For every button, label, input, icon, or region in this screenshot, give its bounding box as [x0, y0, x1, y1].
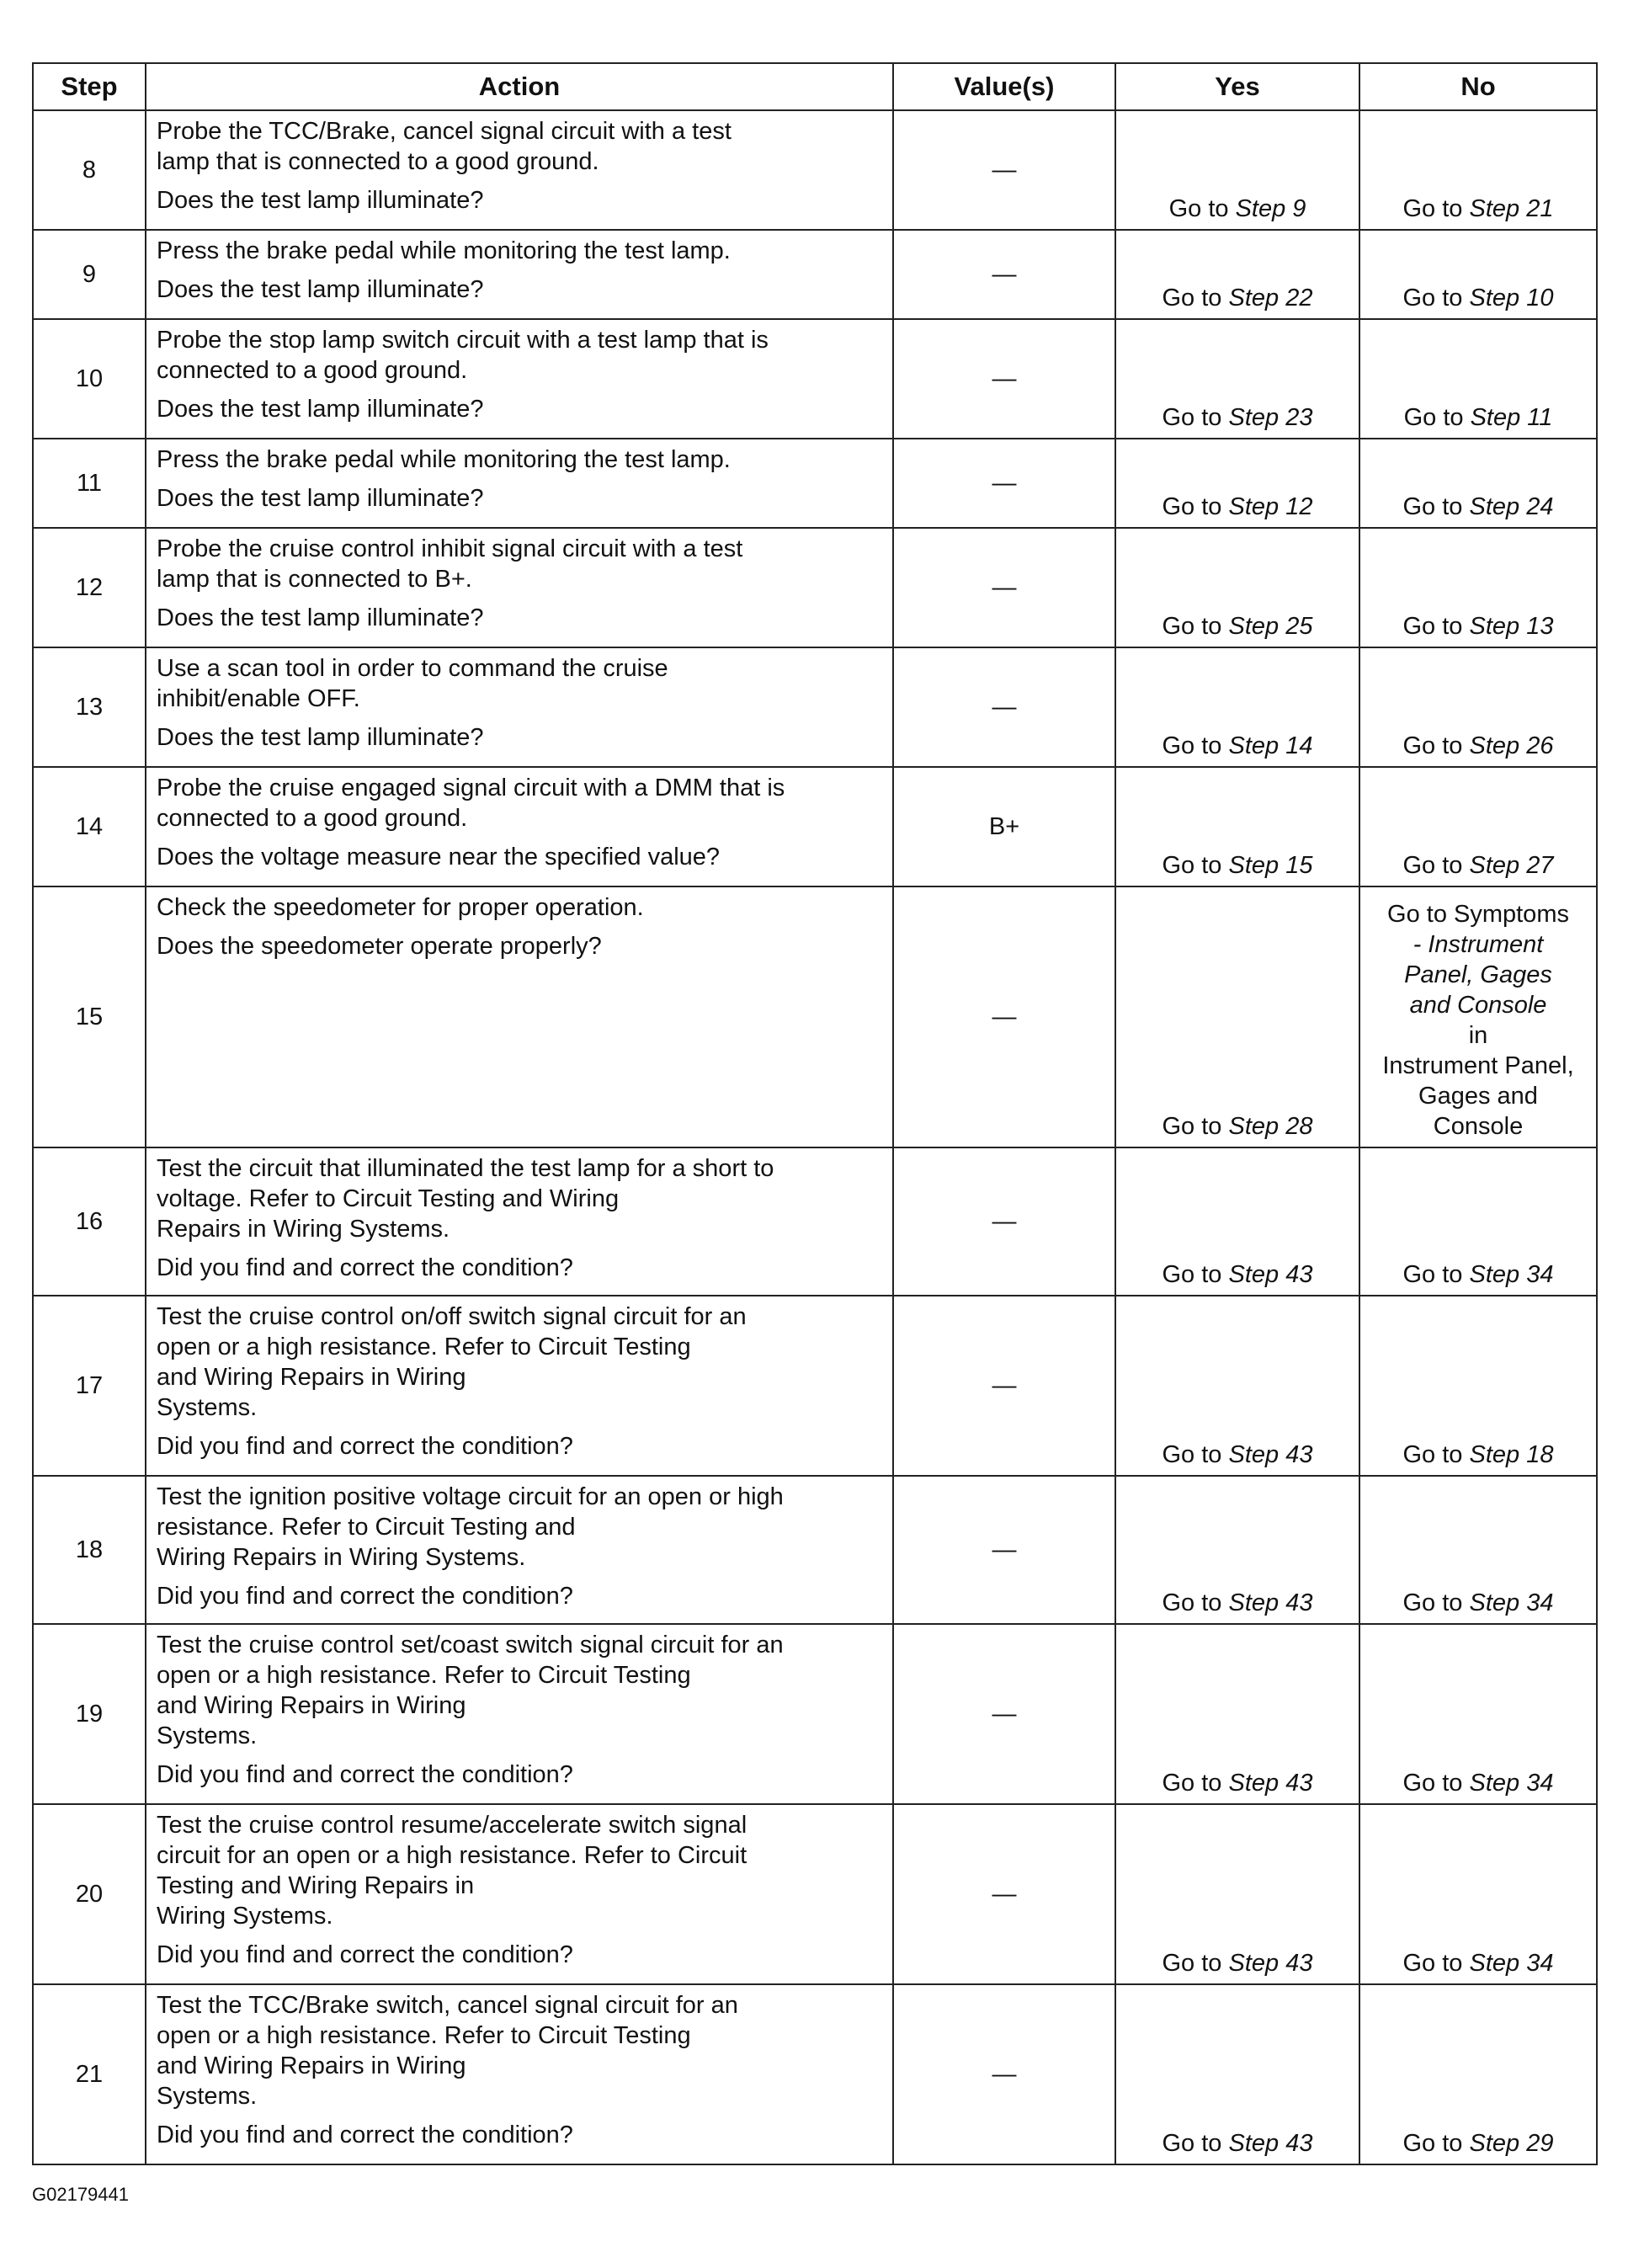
action-cell [146, 1804, 893, 1984]
no-cell [1359, 230, 1597, 319]
action-cell [146, 1624, 893, 1804]
action-text: open or a high resistance. Refer to Circuit Testing [157, 1662, 691, 1689]
no-goto-label: Go to [1402, 285, 1470, 311]
action-question: Does the voltage measure near the specified value? [157, 844, 721, 870]
value-cell [893, 439, 1115, 528]
value-cell [893, 1984, 1115, 2164]
yes-cell [1115, 1147, 1359, 1296]
step-number: 20 [33, 1804, 146, 1984]
yes-cell [1115, 319, 1359, 439]
no-cell [1359, 886, 1597, 1147]
yes-step-link[interactable]: Step 23 [1228, 404, 1313, 431]
table-row [33, 1624, 1597, 1804]
action-text: Repairs in Wiring Systems. [157, 1216, 450, 1243]
action-cell [146, 110, 893, 230]
action-text: Test the cruise control resume/accelerate switch signal [157, 1812, 747, 1839]
action-cell [146, 1984, 893, 2164]
yes-goto-label: Go to [1168, 195, 1236, 222]
step-number: 8 [33, 110, 146, 230]
yes-step-link[interactable]: Step 25 [1228, 613, 1313, 640]
step-number: 17 [33, 1296, 146, 1476]
step-number: 14 [33, 767, 146, 886]
action-text: lamp that is connected to a good ground. [157, 148, 599, 175]
yes-cell [1115, 110, 1359, 230]
step-number: 19 [33, 1624, 146, 1804]
header-action: Action [146, 63, 893, 110]
yes-cell [1115, 1624, 1359, 1804]
yes-step-link[interactable]: Step 43 [1228, 1589, 1313, 1616]
step-number: 12 [33, 528, 146, 647]
action-question: Does the test lamp illuminate? [157, 604, 484, 631]
no-step-link[interactable]: Step 18 [1469, 1441, 1554, 1468]
yes-cell [1115, 886, 1359, 1147]
no-cell [1359, 439, 1597, 528]
action-text: Test the ignition positive voltage circuit for an open or high [157, 1483, 784, 1510]
no-step-link[interactable]: Step 11 [1470, 404, 1553, 431]
no-step-link[interactable]: Step 26 [1469, 732, 1554, 759]
yes-goto-label: Go to [1162, 732, 1229, 759]
action-text: and Wiring Repairs in Wiring [157, 1364, 466, 1391]
action-text: and Wiring Repairs in Wiring [157, 2052, 466, 2079]
table-row [33, 1147, 1597, 1296]
action-question: Did you find and correct the condition? [157, 1761, 573, 1788]
no-text-line[interactable]: Go to Symptoms [1387, 901, 1569, 928]
no-step-link[interactable]: Step 29 [1469, 2130, 1554, 2157]
action-cell [146, 1476, 893, 1624]
header-yes: Yes [1115, 63, 1359, 110]
yes-goto-label: Go to [1162, 493, 1229, 520]
action-text: Press the brake pedal while monitoring the test lamp. [157, 446, 731, 473]
value-text: — [992, 1372, 1017, 1399]
yes-step-link[interactable]: Step 43 [1228, 1441, 1313, 1468]
table-row [33, 439, 1597, 528]
yes-goto-label: Go to [1162, 404, 1229, 431]
no-cell [1359, 1147, 1597, 1296]
value-text: — [992, 470, 1017, 497]
value-cell [893, 767, 1115, 886]
no-cell [1359, 767, 1597, 886]
action-question: Does the test lamp illuminate? [157, 276, 484, 303]
step-number: 9 [33, 230, 146, 319]
action-text: open or a high resistance. Refer to Circuit Testing [157, 1334, 691, 1360]
table-row [33, 767, 1597, 886]
value-cell [893, 1476, 1115, 1624]
step-number: 15 [33, 886, 146, 1147]
yes-step-link[interactable]: Step 43 [1228, 1950, 1313, 1977]
step-number: 11 [33, 439, 146, 528]
action-cell [146, 647, 893, 767]
action-text: inhibit/enable OFF. [157, 685, 360, 712]
no-step-link[interactable]: Step 34 [1469, 1770, 1554, 1797]
action-text: Probe the cruise control inhibit signal circuit with a test [157, 535, 743, 562]
action-text: lamp that is connected to B+. [157, 566, 472, 593]
no-cell [1359, 1624, 1597, 1804]
yes-step-link[interactable]: Step 9 [1235, 195, 1306, 222]
yes-cell [1115, 1984, 1359, 2164]
no-step-link[interactable]: Step 10 [1469, 285, 1554, 311]
action-question: Does the test lamp illuminate? [157, 396, 484, 423]
step-number: 16 [33, 1147, 146, 1296]
action-text: connected to a good ground. [157, 357, 468, 384]
table-row [33, 230, 1597, 319]
action-cell [146, 1296, 893, 1476]
table-row [33, 886, 1597, 1147]
yes-cell [1115, 767, 1359, 886]
value-text: — [992, 694, 1017, 721]
value-text: — [992, 157, 1017, 184]
no-text-line: Instrument Panel, [1382, 1052, 1574, 1079]
yes-goto-label: Go to [1162, 1441, 1229, 1468]
action-cell [146, 767, 893, 886]
action-text: Systems. [157, 1394, 258, 1421]
value-cell [893, 1147, 1115, 1296]
yes-cell [1115, 439, 1359, 528]
action-text: Press the brake pedal while monitoring the test lamp. [157, 237, 731, 264]
header-row [33, 63, 1597, 110]
step-number: 18 [33, 1476, 146, 1624]
value-cell [893, 110, 1115, 230]
no-text-line: Panel, Gages [1404, 961, 1552, 988]
value-text: B+ [988, 813, 1020, 840]
no-text-line: Console [1433, 1113, 1524, 1140]
value-cell [893, 1296, 1115, 1476]
action-text: Testing and Wiring Repairs in [157, 1872, 475, 1899]
no-goto-label: Go to [1402, 852, 1470, 879]
yes-cell [1115, 1804, 1359, 1984]
yes-cell [1115, 528, 1359, 647]
action-cell [146, 1147, 893, 1296]
no-step-link[interactable]: Step 34 [1469, 1950, 1554, 1977]
table-row [33, 528, 1597, 647]
no-cell [1359, 1804, 1597, 1984]
value-text: — [992, 1536, 1017, 1563]
no-goto-label: Go to [1402, 613, 1470, 640]
figure-id: G02179441 [32, 2184, 129, 2205]
action-text: open or a high resistance. Refer to Circuit Testing [157, 2022, 691, 2049]
action-text: Systems. [157, 1722, 258, 1749]
action-cell [146, 230, 893, 319]
action-question: Does the test lamp illuminate? [157, 724, 484, 751]
value-text: — [992, 574, 1017, 601]
no-step-link[interactable]: Step 21 [1469, 195, 1554, 222]
no-goto-label: Go to [1402, 195, 1470, 222]
yes-goto-label: Go to [1162, 1589, 1229, 1616]
action-text: circuit for an open or a high resistance. Refer to Circuit [157, 1842, 747, 1869]
table-row [33, 1984, 1597, 2164]
yes-goto-label: Go to [1162, 2130, 1229, 2157]
table-row [33, 1476, 1597, 1624]
value-cell [893, 230, 1115, 319]
action-text: Test the cruise control set/coast switch signal circuit for an [157, 1632, 784, 1658]
table-body [33, 110, 1597, 2164]
yes-goto-label: Go to [1162, 1113, 1229, 1140]
yes-cell [1115, 647, 1359, 767]
no-cell [1359, 319, 1597, 439]
action-text: Wiring Systems. [157, 1903, 333, 1930]
no-goto-label: Go to [1402, 1770, 1470, 1797]
action-text: Systems. [157, 2083, 258, 2110]
header-no: No [1359, 63, 1597, 110]
step-number: 13 [33, 647, 146, 767]
no-cell [1359, 1984, 1597, 2164]
action-question: Did you find and correct the condition? [157, 1254, 573, 1281]
action-question: Did you find and correct the condition? [157, 2122, 573, 2148]
action-text: Use a scan tool in order to command the cruise [157, 655, 668, 682]
yes-goto-label: Go to [1162, 1261, 1229, 1288]
yes-step-link[interactable]: Step 12 [1228, 493, 1313, 520]
yes-step-link[interactable]: Step 14 [1228, 732, 1313, 759]
yes-cell [1115, 1296, 1359, 1476]
action-text: connected to a good ground. [157, 805, 468, 832]
value-cell [893, 886, 1115, 1147]
action-cell [146, 886, 893, 1147]
yes-cell [1115, 1476, 1359, 1624]
value-text: — [992, 1881, 1017, 1908]
action-text: Test the TCC/Brake switch, cancel signal circuit for an [157, 1992, 738, 2019]
action-text: Probe the stop lamp switch circuit with a test lamp that is [157, 327, 769, 354]
table-row [33, 1804, 1597, 1984]
yes-goto-label: Go to [1162, 852, 1229, 879]
no-text-line: - Instrument [1413, 931, 1544, 958]
no-goto-label: Go to [1402, 1261, 1470, 1288]
header-step: Step [33, 63, 146, 110]
header-values: Value(s) [893, 63, 1115, 110]
value-cell [893, 1804, 1115, 1984]
yes-step-link[interactable]: Step 43 [1228, 1261, 1313, 1288]
step-number: 10 [33, 319, 146, 439]
no-step-link[interactable]: Step 34 [1469, 1589, 1554, 1616]
yes-step-link[interactable]: Step 15 [1228, 852, 1313, 879]
action-cell [146, 319, 893, 439]
action-text: Test the cruise control on/off switch signal circuit for an [157, 1303, 747, 1330]
diagnostic-table [32, 62, 1598, 2165]
table-row [33, 319, 1597, 439]
action-question: Does the speedometer operate properly? [157, 933, 602, 960]
action-text: Test the circuit that illuminated the test lamp for a short to [157, 1155, 774, 1182]
no-step-link[interactable]: Step 27 [1469, 852, 1554, 879]
no-goto-label: Go to [1402, 732, 1470, 759]
action-text: Probe the TCC/Brake, cancel signal circuit with a test [157, 118, 732, 145]
no-cell [1359, 1476, 1597, 1624]
action-question: Did you find and correct the condition? [157, 1433, 573, 1460]
action-cell [146, 528, 893, 647]
no-cell [1359, 1296, 1597, 1476]
no-goto-label: Go to [1402, 2130, 1470, 2157]
no-text-line: and Console [1409, 992, 1547, 1019]
no-goto-label: Go to [1402, 493, 1470, 520]
yes-step-link[interactable]: Step 28 [1228, 1113, 1313, 1140]
value-cell [893, 1624, 1115, 1804]
yes-goto-label: Go to [1162, 1950, 1229, 1977]
value-cell [893, 319, 1115, 439]
action-text: voltage. Refer to Circuit Testing and Wiring [157, 1185, 620, 1212]
action-text: Probe the cruise engaged signal circuit with a DMM that is [157, 775, 785, 801]
no-goto-label: Go to [1403, 404, 1471, 431]
no-cell [1359, 528, 1597, 647]
action-question: Did you find and correct the condition? [157, 1941, 573, 1968]
no-goto-label: Go to [1402, 1589, 1470, 1616]
no-text-line: Gages and [1418, 1083, 1538, 1110]
no-step-link[interactable]: Step 24 [1469, 493, 1554, 520]
no-cell [1359, 110, 1597, 230]
table-row [33, 1296, 1597, 1476]
yes-goto-label: Go to [1162, 285, 1229, 311]
no-goto-label: Go to [1402, 1441, 1470, 1468]
no-step-link[interactable]: Step 34 [1469, 1261, 1554, 1288]
yes-goto-label: Go to [1162, 1770, 1229, 1797]
no-goto-label: Go to [1402, 1950, 1470, 1977]
action-text: Wiring Repairs in Wiring Systems. [157, 1544, 526, 1571]
action-text: resistance. Refer to Circuit Testing and [157, 1514, 576, 1541]
value-text: — [992, 1004, 1017, 1030]
action-question: Does the test lamp illuminate? [157, 485, 484, 512]
step-number: 21 [33, 1984, 146, 2164]
action-text: Check the speedometer for proper operation. [157, 894, 644, 921]
no-text-line: in [1468, 1022, 1488, 1049]
value-text: — [992, 2061, 1017, 2088]
value-text: — [992, 1701, 1017, 1728]
no-cell [1359, 647, 1597, 767]
value-text: — [992, 261, 1017, 288]
action-question: Does the test lamp illuminate? [157, 187, 484, 214]
value-cell [893, 528, 1115, 647]
action-text: and Wiring Repairs in Wiring [157, 1692, 466, 1719]
yes-step-link[interactable]: Step 22 [1228, 285, 1313, 311]
yes-step-link[interactable]: Step 43 [1228, 1770, 1313, 1797]
value-text: — [992, 1208, 1017, 1235]
table-row [33, 110, 1597, 230]
yes-goto-label: Go to [1162, 613, 1229, 640]
action-cell [146, 439, 893, 528]
action-question: Did you find and correct the condition? [157, 1583, 573, 1610]
value-cell [893, 647, 1115, 767]
table-row [33, 647, 1597, 767]
yes-step-link[interactable]: Step 43 [1228, 2130, 1313, 2157]
yes-cell [1115, 230, 1359, 319]
no-step-link[interactable]: Step 13 [1469, 613, 1554, 640]
value-text: — [992, 365, 1017, 392]
